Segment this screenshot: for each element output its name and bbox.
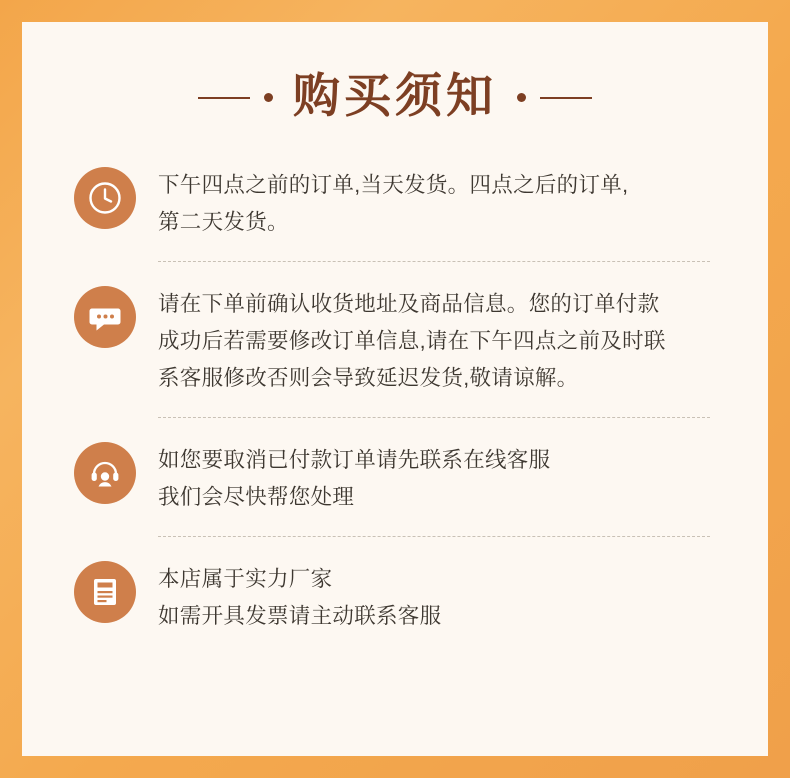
page-title-text: 购买须知 [293,71,497,123]
notice-item-order-confirm [74,278,716,401]
notice-line: 第二天发货。 [158,209,289,234]
notice-line: 如您要取消已付款订单请先联系在线客服 [158,447,551,472]
notice-item-shipping-time [74,155,716,245]
customer-service-icon [74,442,136,504]
notice-item-invoice [74,553,716,639]
clock-icon [74,167,136,229]
notice-line: 我们会尽快帮您处理 [158,484,355,509]
notice-item-text [158,438,550,516]
notice-line: 请在下单前确认收货地址及商品信息。您的订单付款 [158,291,660,316]
chat-bubble-icon [74,286,136,348]
notice-line: 如需开具发票请主动联系客服 [158,603,442,628]
divider [158,536,710,537]
divider [158,417,710,418]
notice-item-text [158,282,666,397]
title-rule-right [540,97,592,99]
notice-item-text [158,163,628,241]
page-title [22,22,768,121]
notice-line: 成功后若需要修改订单信息,请在下午四点之前及时联 [158,328,666,353]
invoice-icon [74,561,136,623]
notice-line: 系客服修改否则会导致延迟发货,敬请谅解。 [158,365,579,390]
title-dot-right [517,93,526,102]
notice-item-text [158,557,441,635]
notice-line: 下午四点之前的订单,当天发货。四点之后的订单, [158,173,629,197]
title-dot-left [264,93,273,102]
notice-line: 本店属于实力厂家 [158,566,333,591]
divider [158,261,710,262]
notice-list [74,155,716,639]
notice-card [22,22,768,756]
notice-item-cancel-order [74,434,716,520]
title-rule-left [198,97,250,99]
